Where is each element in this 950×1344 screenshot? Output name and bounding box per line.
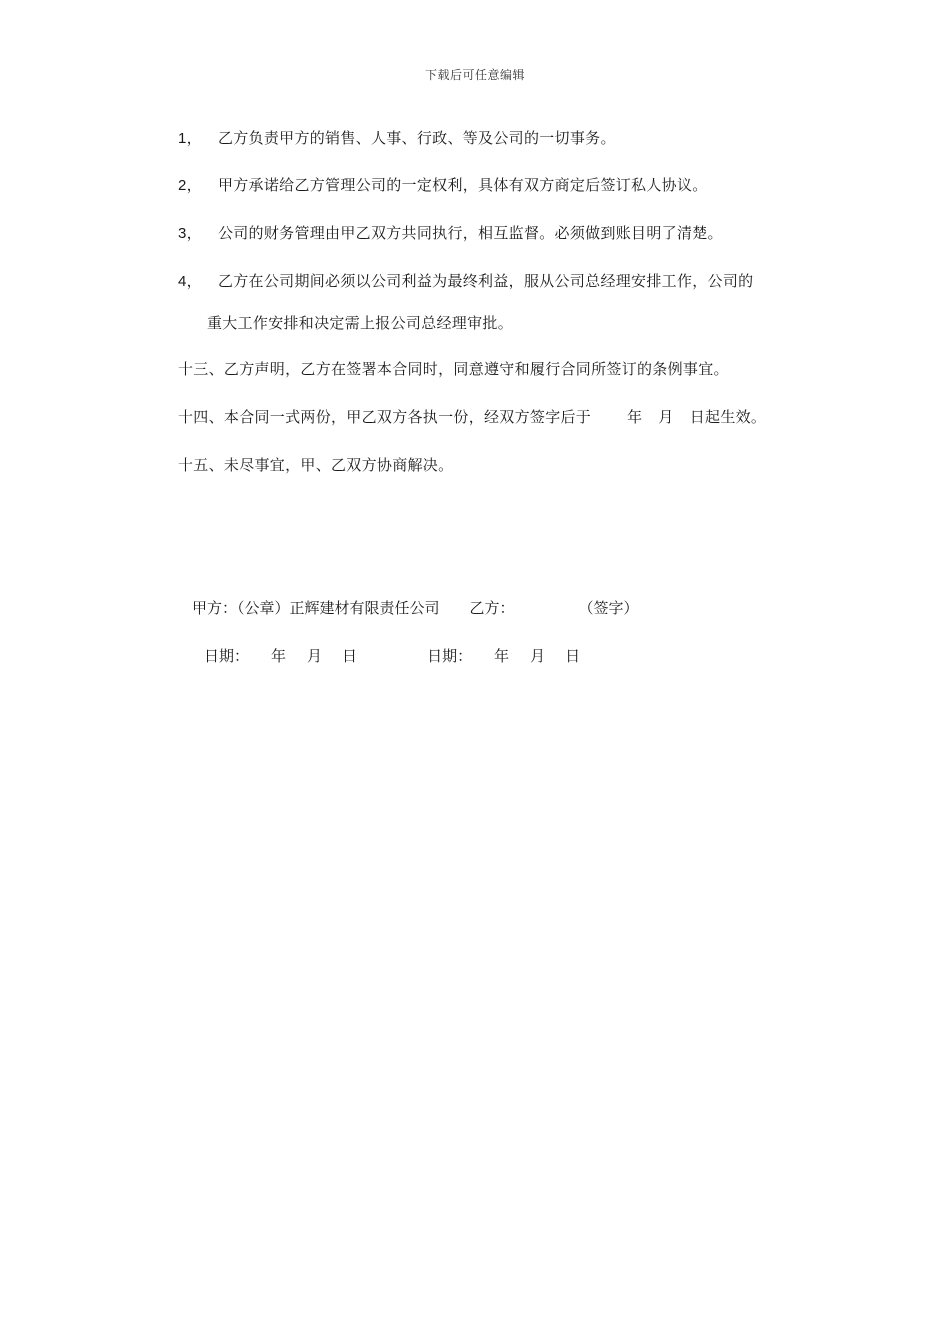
date-label-b: 日期：	[427, 647, 473, 665]
list-item-3	[178, 222, 723, 243]
item-text: 乙方负责甲方的销售、人事、行政、等及公司的一切事务。	[217, 129, 616, 147]
date-day-b: 日	[565, 647, 581, 665]
item-number: 1，	[178, 130, 202, 147]
clause-14-text: 十四、本合同一式两份，甲乙双方各执一份，经双方签字后于	[178, 408, 592, 426]
party-b-label: 乙方：	[469, 599, 515, 617]
date-month-a: 月	[307, 647, 323, 665]
clause-14-end: 日起生效。	[689, 408, 767, 426]
date-day-a: 日	[342, 647, 358, 665]
header-note: 下载后可任意编辑	[424, 68, 525, 82]
party-b-sign: （签字）	[578, 599, 639, 617]
list-item-4	[178, 270, 753, 291]
item-text: 公司的财务管理由甲乙双方共同执行，相互监督。必须做到账目明了清楚。	[217, 224, 723, 242]
item-number: 3，	[178, 225, 202, 242]
item-number: 4，	[178, 273, 202, 290]
list-item-1	[178, 127, 616, 148]
date-row	[204, 645, 580, 666]
item-number: 2，	[178, 177, 202, 194]
clause-13: 十三、乙方声明，乙方在签署本合同时，同意遵守和履行合同所签订的条例事宜。	[178, 360, 729, 378]
party-a-label: 甲方：（公章）正辉建材有限责任公司	[192, 599, 440, 617]
signature-row	[192, 597, 639, 618]
date-year-b: 年	[494, 647, 510, 665]
clause-14	[178, 406, 766, 427]
list-item-2	[178, 174, 708, 195]
clause-15: 十五、未尽事宜，甲、乙双方协商解决。	[178, 456, 454, 474]
date-month-b: 月	[530, 647, 546, 665]
item-text: 甲方承诺给乙方管理公司的一定权利，具体有双方商定后签订私人协议。	[217, 176, 708, 194]
item-text: 乙方在公司期间必须以公司利益为最终利益，服从公司总经理安排工作，公司的	[217, 272, 754, 290]
date-label-a: 日期：	[204, 647, 250, 665]
clause-14-month: 月	[658, 408, 674, 426]
clause-14-year: 年	[627, 408, 643, 426]
date-year-a: 年	[271, 647, 287, 665]
list-item-4-continuation: 重大工作安排和决定需上报公司总经理审批。	[207, 314, 514, 332]
